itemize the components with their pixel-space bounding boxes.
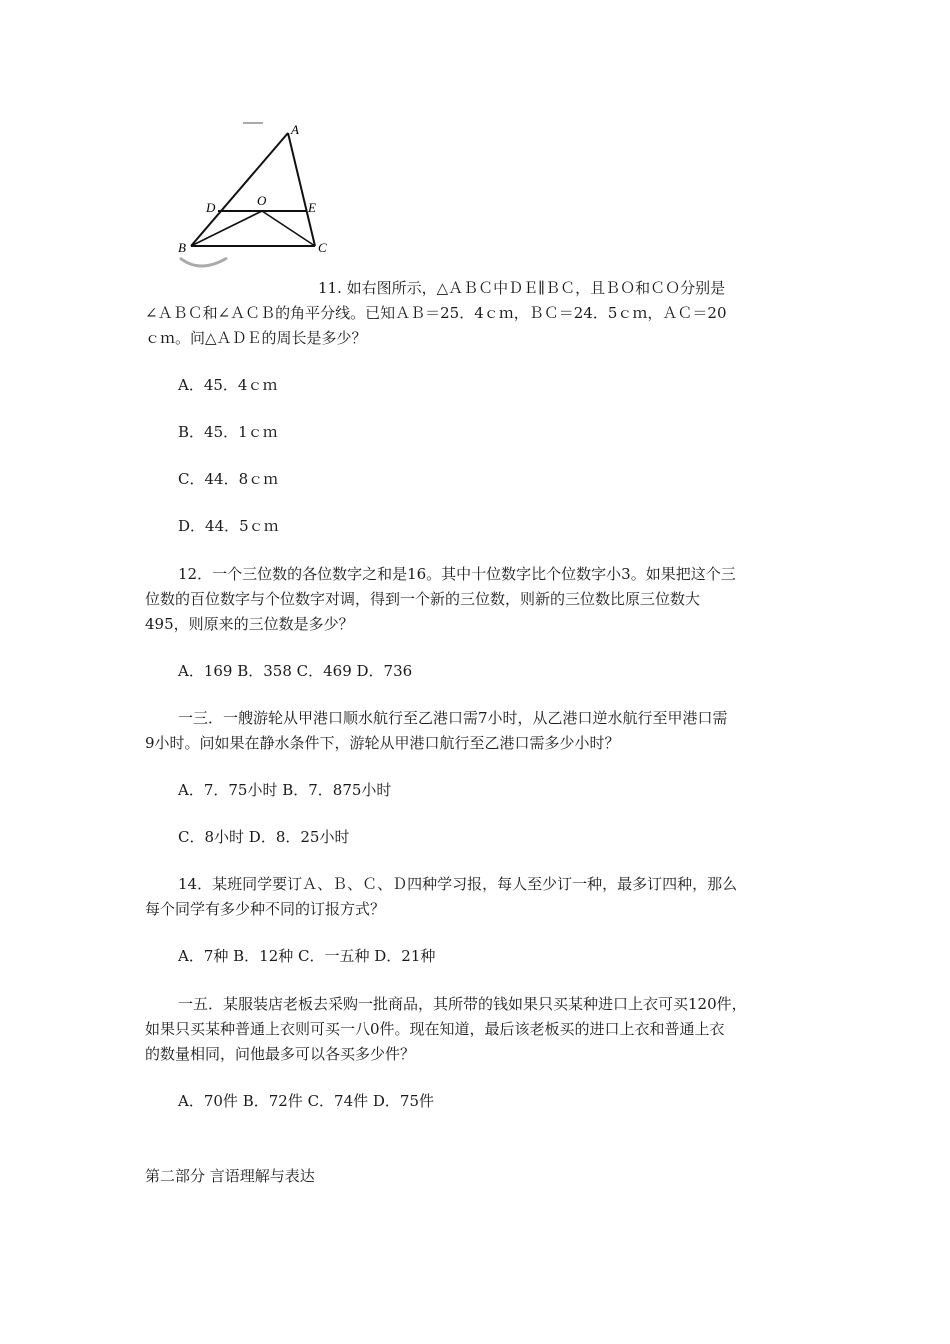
q12-options: A．169 B．358 C．469 D．736	[178, 662, 413, 680]
q13-line-1: 一三．一艘游轮从甲港口顺水航行至乙港口需7小时，从乙港口逆水航行至甲港口需	[178, 709, 728, 727]
triangle-figure	[175, 118, 335, 278]
section-title: 第二部分 言语理解与表达	[145, 1167, 315, 1185]
label-e: E	[308, 200, 316, 215]
q14-options: A．7种 B．12种 C．一五种 D．21种	[178, 947, 436, 965]
side-ac	[288, 133, 315, 246]
q13-line-2: 9小时。问如果在静水条件下，游轮从甲港口航行至乙港口需多少小时？	[145, 734, 620, 752]
q11-line-3: ｃｍ。问△ＡＤＥ的周长是多少？	[145, 329, 367, 347]
q11-line-2: ∠ＡＢＣ和∠ＡＣＢ的角平分线。已知ＡＢ＝25．4ｃｍ，ＢＣ＝24．5ｃｍ，ＡＣ＝20	[145, 304, 727, 322]
label-b: B	[178, 240, 186, 255]
segment-bo	[191, 211, 262, 246]
q12-line-3: 495，则原来的三位数是多少？	[145, 615, 354, 633]
q12-line-1: 12．一个三位数的各位数字之和是16。其中十位数字比个位数字小3。如果把这个三	[178, 565, 736, 583]
label-a: A	[291, 122, 299, 137]
label-o: O	[257, 193, 267, 208]
q11-option-d: D．44．5ｃｍ	[178, 517, 279, 535]
triangle-diagram	[175, 118, 335, 278]
q11-option-a: A．45．4ｃｍ	[178, 376, 278, 394]
q12-line-2: 位数的百位数字与个位数字对调，得到一个新的三位数，则新的三位数比原三位数大	[145, 590, 701, 608]
q14-line-2: 每个同学有多少种不同的订报方式？	[145, 900, 386, 918]
q11-line-1: 11. 如右图所示，△ＡＢＣ中ＤＥ∥ＢＣ，且ＢＯ和ＣＯ分别是	[318, 279, 726, 297]
q15-options: A．70件 B．72件 C．74件 D．75件	[178, 1092, 435, 1110]
q13-options-2: C．8小时 D．8．25小时	[178, 828, 350, 846]
label-d: D	[206, 200, 216, 215]
scan-mark	[180, 258, 227, 266]
q15-line-2: 如果只买某种普通上衣则可买一八0件。现在知道，最后该老板买的进口上衣和普通上衣	[145, 1020, 725, 1038]
q15-line-1: 一五．某服装店老板去采购一批商品，其所带的钱如果只买某种进口上衣可买120件，	[178, 995, 747, 1013]
q11-option-c: C．44．8ｃｍ	[178, 470, 279, 488]
label-c: C	[318, 240, 327, 255]
q11-option-b: B．45．1ｃｍ	[178, 423, 278, 441]
q15-line-3: 的数量相同，问他最多可以各买多少件？	[145, 1045, 416, 1063]
q14-line-1: 14．某班同学要订Ａ、Ｂ、Ｃ、Ｄ四种学习报，每人至少订一种，最多订四种，那么	[178, 875, 738, 893]
side-ab	[191, 133, 288, 246]
q13-options-1: A．7．75小时 B．7．875小时	[178, 781, 392, 799]
